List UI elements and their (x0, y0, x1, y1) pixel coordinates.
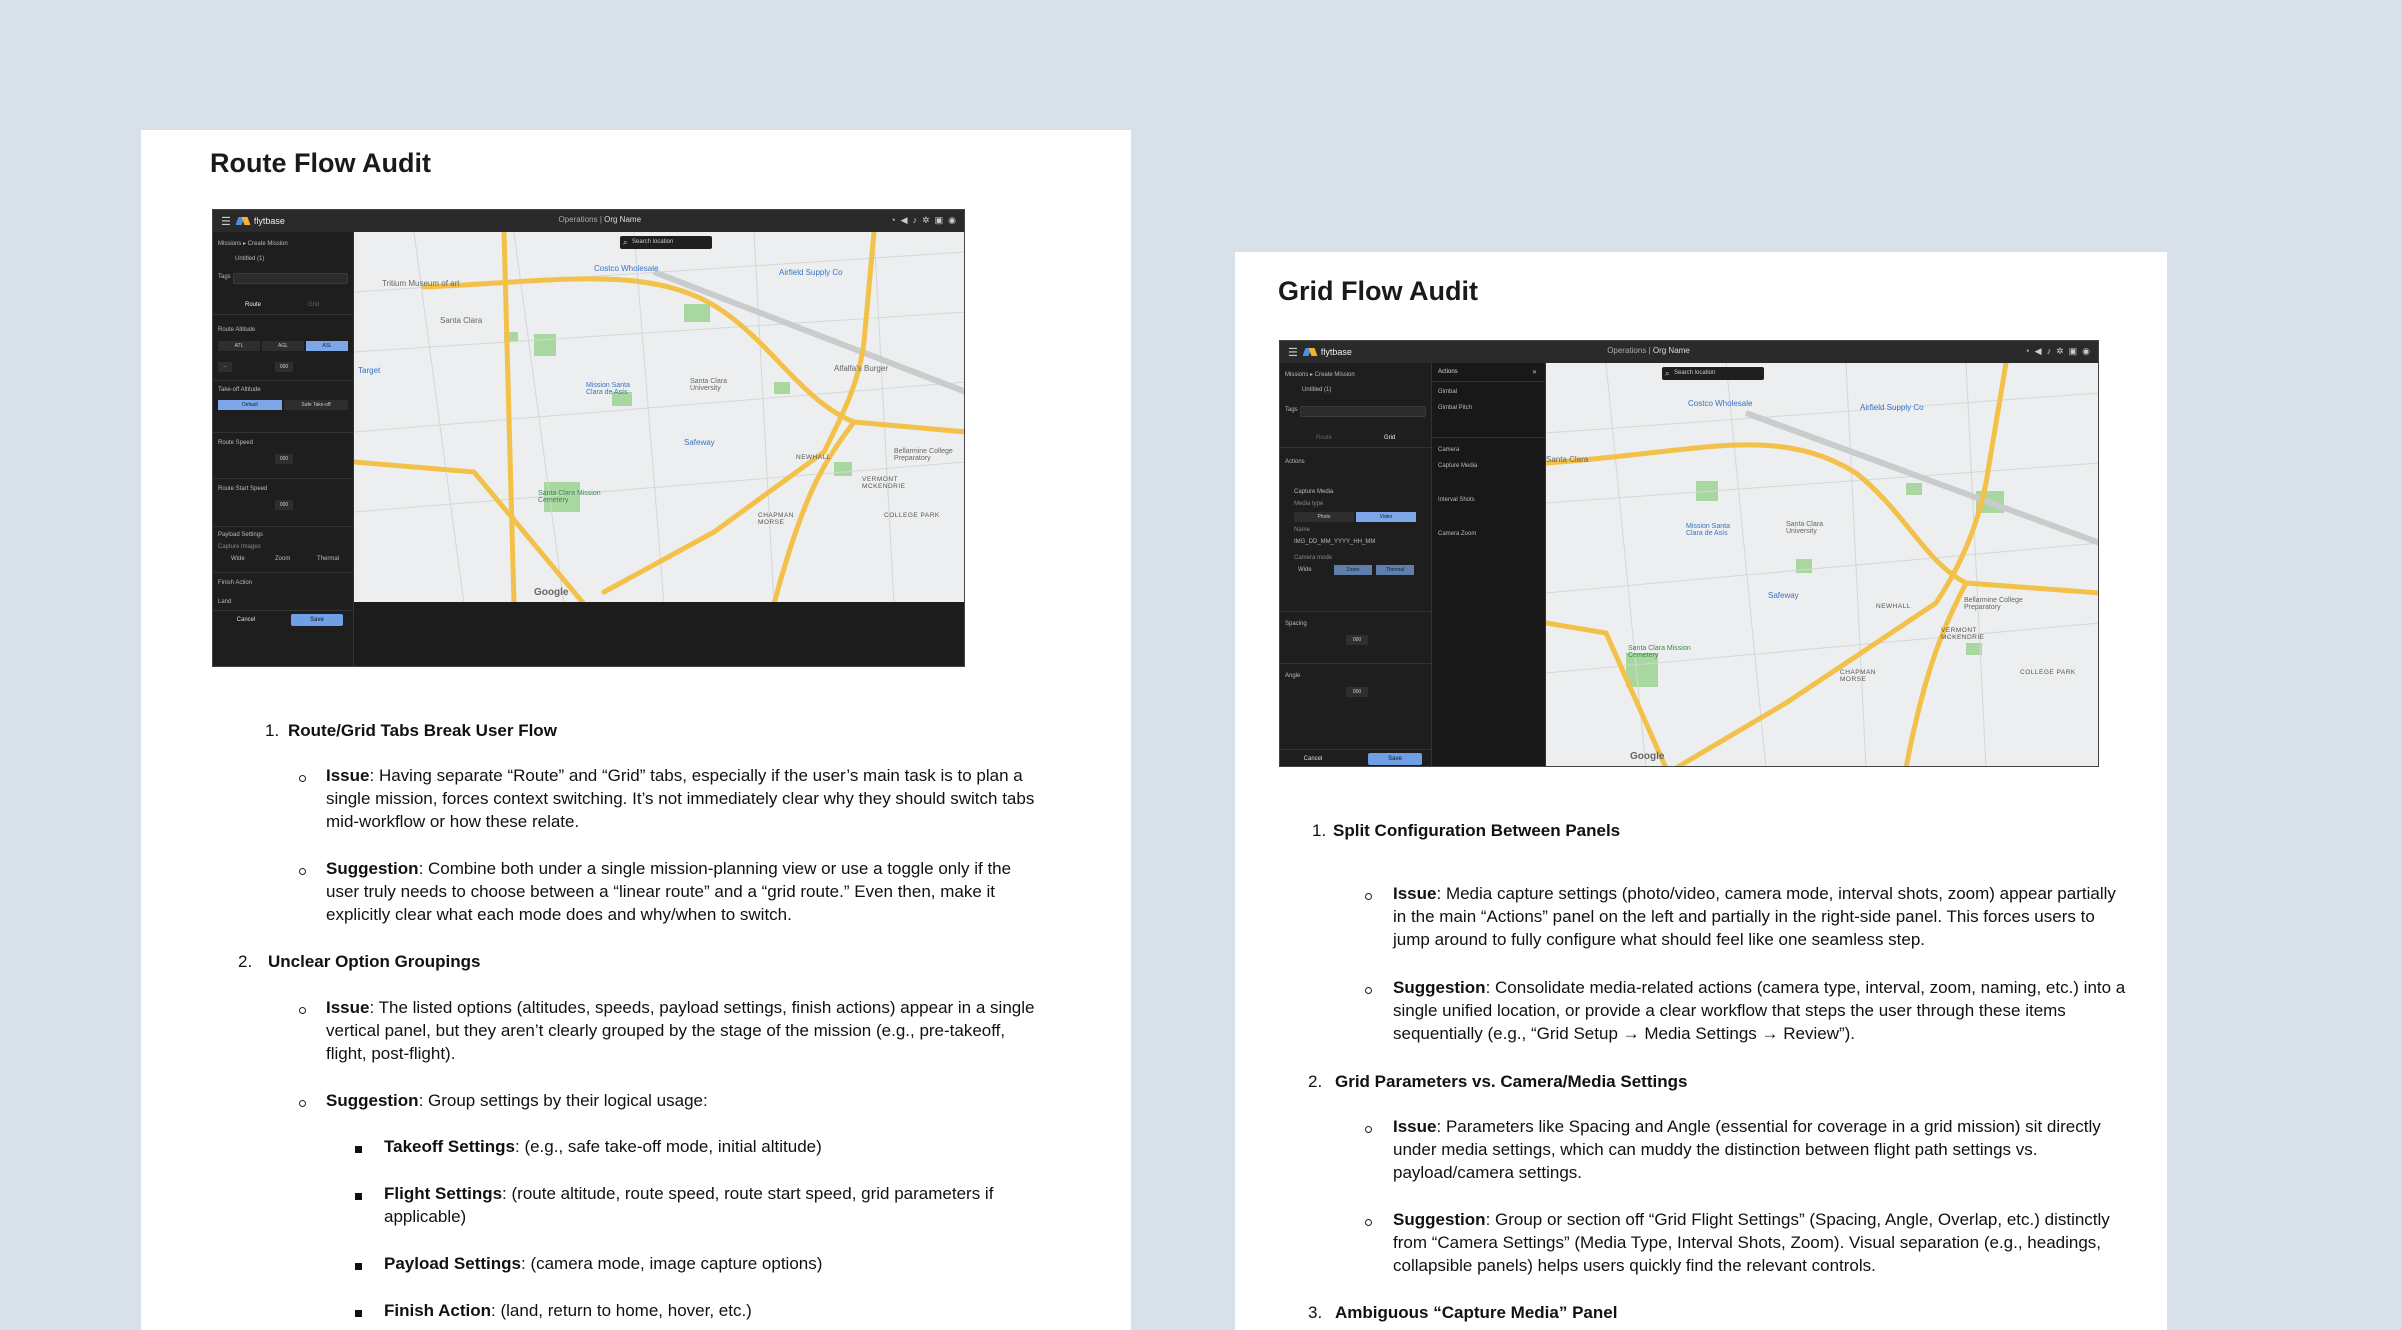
tags-label: Tags (1285, 407, 1298, 413)
cancel-button[interactable]: Cancel (1303, 756, 1323, 762)
map-label: CHAPMAN MORSE (758, 512, 795, 526)
map-label: Santa Clara (440, 316, 483, 325)
map-label: Airfield Supply Co (1860, 403, 1924, 412)
media-photo[interactable]: Photo (1294, 512, 1354, 522)
media-type-label: Media type (1294, 501, 1324, 507)
route-altitude-label: Route Altitude (218, 327, 256, 333)
capture-media-action[interactable]: Capture Media (1438, 463, 1478, 469)
map-roads (1546, 363, 2098, 766)
gimbal-pitch-action[interactable]: Gimbal Pitch (1438, 405, 1473, 411)
actions-panel (1432, 363, 1546, 766)
mission-sidebar: Missions ▸ Create Mission Untitled (1) Tags Route Grid Route Altitude ATL AGL ASL − 000 Take-off Altitude Default Safe Take-off Route Speed 000 Route Start Speed 000 Payload Settings Capture Images Wide Zoom Thermal Finish Action Land Cancel Save (213, 232, 354, 666)
map-label: CHAPMAN MORSE (1840, 669, 1877, 683)
sub-item: Payload Settings: (camera mode, image capture options) (384, 1254, 823, 1273)
item-number: 2. (238, 952, 253, 971)
org-breadcrumb: Operations | Org Name (558, 215, 642, 224)
page-title: Grid Flow Audit (1278, 276, 1478, 306)
camera-label: Camera (1438, 447, 1460, 453)
issue-paragraph: Issue: Having separate “Route” and “Grid” tabs, especially if the user’s main task is to plan a single mission, forces context switching. It’s not immediately clear why they should switch tabs mid-workflow or how these relate. (326, 766, 1035, 831)
media-video[interactable]: Video (1356, 512, 1416, 522)
finish-label: Finish Action (218, 580, 253, 586)
name-value[interactable]: IMG_DD_MM_YYYY_HH_MM (1294, 539, 1376, 545)
suggestion-paragraph: Suggestion: Combine both under a single mission-planning view or use a toggle only if the user truly needs to choose between a “linear route” and a “grid route.” Even then, make it explicitly clear what each mode does and why/when to switch. (326, 859, 1012, 924)
menu-icon[interactable]: ☰ (1288, 346, 1298, 359)
mission-name[interactable]: Untitled (1) (235, 256, 265, 262)
account-icon[interactable]: ◉ (2082, 346, 2090, 356)
actions-label: Actions (1285, 459, 1305, 465)
map-label: Costco Wholesale (594, 264, 659, 273)
sub-item: Finish Action: (land, return to home, hover, etc.) (384, 1301, 752, 1320)
angle-value[interactable]: 000 (1346, 687, 1368, 697)
camera-zoom[interactable]: Zoom (1334, 565, 1372, 575)
map-search-input[interactable]: ⌕ Search location (1662, 367, 1764, 380)
capture-label: Capture Images (218, 544, 261, 550)
menu-icon[interactable]: ☰ (221, 215, 231, 228)
map-label: VERMONT MCKENDRIE (1941, 627, 1985, 641)
payload-label: Payload Settings (218, 532, 264, 538)
route-speed-label: Route Speed (218, 440, 254, 446)
map-search-input[interactable]: ⌕ Search location (620, 236, 712, 249)
route-screenshot (212, 209, 965, 667)
map-label: Mission Santa Clara de Asís (586, 382, 630, 396)
angle-label: Angle (1285, 673, 1301, 679)
bell-icon[interactable]: ♪ (912, 215, 918, 225)
gimbal-label: Gimbal (1438, 389, 1458, 395)
camera-mode-label: Camera mode (1294, 555, 1333, 561)
map-label: Costco Wholesale (1688, 399, 1753, 408)
altitude-value[interactable]: 000 (275, 362, 293, 372)
item-heading: Route/Grid Tabs Break User Flow (288, 721, 557, 740)
tags-input[interactable] (233, 273, 348, 284)
mission-breadcrumb: Missions ▸ Create Mission (1285, 372, 1355, 378)
spacing-label: Spacing (1285, 621, 1307, 627)
issue-paragraph: Issue: Parameters like Spacing and Angle (essential for coverage in a grid mission) sit directly under media settings, which can muddy the distinction between flight path settings vs. payload/camera settings. (1393, 1117, 2101, 1182)
item-heading: Split Configuration Between Panels (1333, 821, 1621, 840)
suggestion-paragraph: Suggestion: Group settings by their logical usage: (326, 1091, 708, 1110)
wifi-icon[interactable]: ◔ (890, 215, 896, 225)
account-icon[interactable]: ◉ (948, 215, 956, 225)
map-label: Santa Clara Mission Cemetery (1628, 645, 1691, 659)
route-speed-value[interactable]: 000 (275, 454, 293, 464)
app-topbar (213, 210, 964, 232)
tags-input[interactable] (1300, 406, 1426, 417)
map-label: Airfield Supply Co (779, 268, 843, 277)
brand-logo: flytbase (1304, 347, 1352, 357)
save-button[interactable]: Save (291, 614, 343, 626)
page-title: Route Flow Audit (210, 148, 431, 178)
map-label: COLLEGE PARK (2020, 669, 2076, 676)
actions-panel-title: Actions (1438, 369, 1458, 375)
item-number: 2. (1308, 1072, 1323, 1091)
org-breadcrumb: Operations | Org Name (1607, 346, 1690, 355)
map-label: Santa Clara University (690, 378, 727, 392)
interval-shots-action[interactable]: Interval Shots (1438, 497, 1475, 503)
item-heading: Unclear Option Groupings (268, 952, 481, 971)
issue-paragraph: Issue: Media capture settings (photo/video, camera mode, interval shots, zoom) appear partially in the main “Actions” panel on the left and partially in the right-side panel. This forces users to jump around to fully configure what should feel like one seamless step. (1393, 884, 2116, 949)
brand-logo: flytbase (237, 216, 285, 226)
altitude-atl[interactable]: ATL (218, 341, 260, 351)
grid-screenshot (1279, 340, 2099, 767)
issue-paragraph: Issue: The listed options (altitudes, speeds, payload settings, finish actions) appear in a single vertical panel, but they aren’t clearly grouped by the stage of the mission (e.g., pre-takeoff, flight, post-flight). (326, 998, 1035, 1063)
gift-icon[interactable]: ▣ (934, 215, 944, 225)
spacing-value[interactable]: 000 (1346, 635, 1368, 645)
map-label: NEWHALL (796, 454, 831, 461)
map-label: Safeway (1768, 591, 1799, 600)
capture-zoom[interactable]: Zoom (275, 556, 291, 562)
capture-thermal[interactable]: Thermal (317, 556, 340, 562)
gift-icon[interactable]: ▣ (2068, 346, 2078, 356)
tags-label: Tags (218, 274, 231, 280)
map-view[interactable] (1546, 363, 2098, 766)
map-label: COLLEGE PARK (884, 512, 940, 519)
bell-icon[interactable]: ♪ (2046, 346, 2052, 356)
map-label: NEWHALL (1876, 603, 1911, 610)
suggestion-paragraph: Suggestion: Group or section off “Grid Flight Settings” (Spacing, Angle, Overlap, etc.) distinctly from “Camera Settings” (Media Type, Interval Shots, Zoom). Visual separation (e.g., headings, collapsible panels) helps users quickly find the relevant controls. (1393, 1210, 2110, 1275)
tab-grid[interactable]: Grid (1384, 435, 1396, 441)
map-label: Safeway (684, 438, 715, 447)
capture-media-label: Capture Media (1294, 489, 1334, 495)
volume-icon[interactable]: ◀ (900, 215, 908, 225)
mission-name[interactable]: Untitled (1) (1302, 387, 1332, 393)
tab-grid[interactable]: Grid (308, 302, 320, 308)
map-label: Santa Clara University (1786, 521, 1823, 535)
map-label: Target (358, 366, 381, 375)
suggestion-paragraph: Suggestion: Consolidate media-related actions (camera type, interval, zoom, naming, etc.) into a single unified location, or provide a clear workflow that steps the user through these items sequentially (e.g., “Grid Setup → Media Settings → Review”). (1393, 978, 2126, 1043)
item-number: 1. (265, 721, 280, 740)
altitude-asl[interactable]: ASL (306, 341, 348, 351)
takeoff-label: Take-off Altitude (218, 387, 261, 393)
sub-item: Takeoff Settings: (e.g., safe take-off mode, initial altitude) (384, 1137, 822, 1156)
wifi-icon[interactable]: ◔ (2024, 346, 2030, 356)
item-heading: Ambiguous “Capture Media” Panel (1335, 1303, 1618, 1322)
gear-icon[interactable]: ✲ (922, 215, 930, 225)
route-audit-page (141, 130, 1131, 1330)
map-label: Alfalfa's Burger (834, 364, 888, 373)
capture-wide[interactable]: Wide (231, 556, 245, 562)
item-number: 1. (1312, 821, 1327, 840)
finish-select[interactable]: Land (218, 599, 232, 605)
route-start-speed-value[interactable]: 000 (275, 500, 293, 510)
map-view[interactable] (354, 232, 964, 602)
map-label: Santa Clara Mission Cemetery (538, 490, 601, 504)
volume-icon[interactable]: ◀ (2034, 346, 2042, 356)
mission-breadcrumb: Missions ▸ Create Mission (218, 241, 288, 247)
mission-sidebar (1280, 363, 1432, 766)
map-label: Bellarmine College Preparatory (1964, 597, 2023, 611)
takeoff-default[interactable]: Default (218, 400, 282, 410)
map-label: Bellarmine College Preparatory (894, 448, 953, 462)
google-logo: Google (1630, 751, 1665, 762)
map-label: Tritium Museum of art (382, 279, 460, 288)
save-button[interactable]: Save (1368, 753, 1422, 765)
app-topbar (1280, 341, 2098, 363)
google-logo: Google (534, 587, 569, 598)
item-heading: Grid Parameters vs. Camera/Media Settings (1335, 1072, 1688, 1091)
route-start-speed-label: Route Start Speed (218, 486, 268, 492)
camera-zoom-action[interactable]: Camera Zoom (1438, 531, 1477, 537)
close-icon[interactable]: ✕ (1532, 370, 1538, 376)
map-label: Mission Santa Clara de Asís (1686, 523, 1730, 537)
camera-wide[interactable]: Wide (1298, 567, 1312, 573)
top-icons (890, 215, 956, 226)
sub-item: Flight Settings: (route altitude, route speed, route start speed, grid parameters if applicable) (384, 1184, 994, 1226)
grid-audit-page (1235, 252, 2167, 1330)
map-label: Santa Clara (1546, 455, 1589, 464)
camera-thermal[interactable]: Thermal (1376, 565, 1414, 575)
cancel-button[interactable]: Cancel (236, 617, 256, 623)
name-label: Name (1294, 527, 1311, 533)
item-number: 3. (1308, 1303, 1323, 1322)
top-icons (2024, 346, 2090, 357)
altitude-agl[interactable]: AGL (262, 341, 304, 351)
takeoff-safe[interactable]: Safe Take-off (284, 400, 348, 410)
tab-route[interactable]: Route (245, 302, 262, 308)
tab-route[interactable]: Route (1316, 435, 1333, 441)
map-label: VERMONT MCKENDRIE (862, 476, 906, 490)
gear-icon[interactable]: ✲ (2056, 346, 2064, 356)
